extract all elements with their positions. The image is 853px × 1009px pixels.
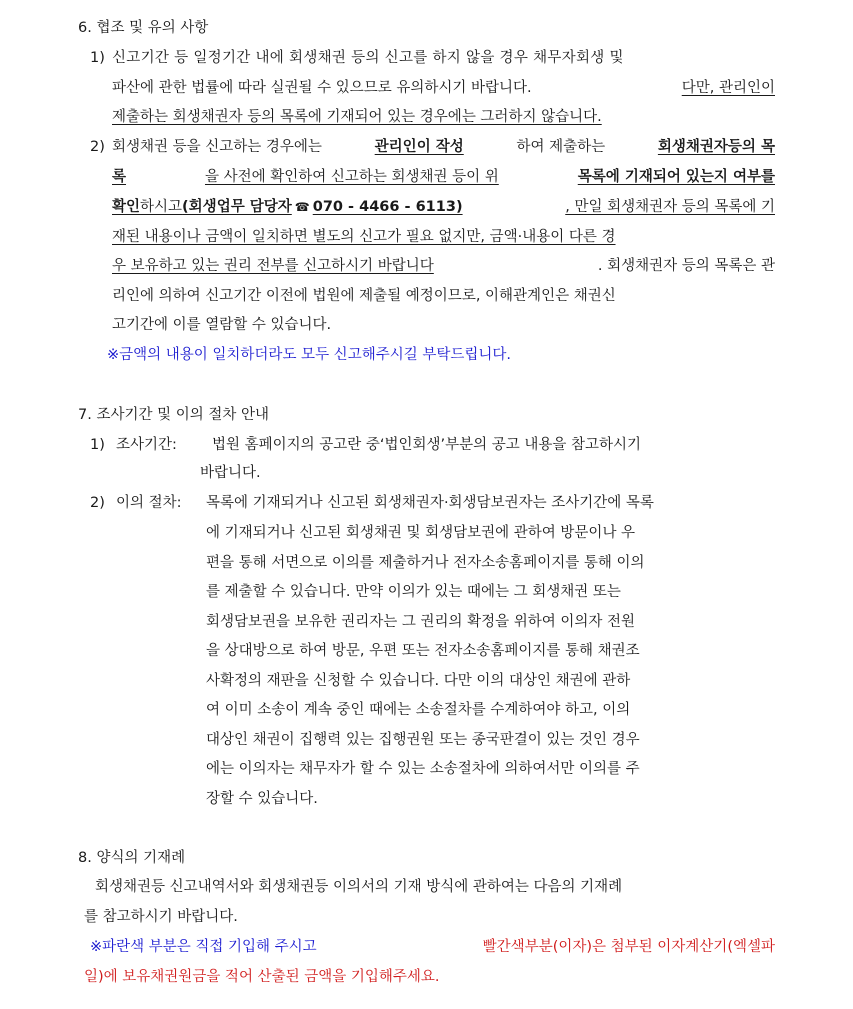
section-7-heading: 7. 조사기간 및 이의 절차 안내 (78, 407, 269, 423)
paragraph-line: 회생채권등 신고내역서와 회생채권등 이의서의 기재 방식에 관하여는 다음의 기재례 (95, 879, 623, 895)
note-red: 일)에 보유채권원금을 적어 산출된 금액을 기입해주세요. (84, 969, 440, 985)
paragraph-line: 신고기간 등 일정기간 내에 회생채권 등의 신고를 하지 않을 경우 채무자회생 및 (112, 50, 624, 66)
paragraph-line: 에 기재되거나 신고된 회생채권 및 회생담보권에 관하여 방문이나 우 (206, 525, 636, 541)
paragraph-line: 대상인 채권이 집행력 있는 집행권원 또는 종국판결이 있는 것인 경우 (206, 732, 640, 748)
paragraph-line-underlined: 제출하는 회생채권자 등의 목록에 기재되어 있는 경우에는 그러하지 않습니다. (112, 109, 602, 125)
paragraph-line: 회생채권 등을 신고하는 경우에는 관리인이 작성 하여 제출하는 회생채권자등의 목 (112, 139, 775, 155)
paragraph-line: 록 을 사전에 확인하여 신고하는 회생채권 등이 위 목록에 기재되어 있는지 여부를 (112, 169, 775, 185)
item-number: 1) (90, 50, 105, 66)
section-8-heading: 8. 양식의 기재례 (78, 850, 186, 866)
paragraph-line: 사확정의 재판을 신청할 수 있습니다. 다만 이의 대상인 채권에 관하 (206, 673, 631, 689)
paragraph-line: 고기간에 이를 열람할 수 있습니다. (112, 317, 332, 333)
note-blue: ※금액의 내용이 일치하더라도 모두 신고해주시길 부탁드립니다. (107, 347, 511, 363)
item-label: 이의 절차: (116, 495, 182, 511)
paragraph-line: 목록에 기재되거나 신고된 회생채권자·회생담보권자는 조사기간에 목록 (206, 495, 654, 511)
note-blue: ※파란색 부분은 직접 기입해 주시고 (90, 939, 317, 955)
paragraph-line: 법원 홈페이지의 공고란 중‘법인회생’부분의 공고 내용을 참고하시기 (212, 437, 642, 453)
section-6-heading: 6. 협조 및 유의 사항 (78, 20, 209, 36)
paragraph-line: 편을 통해 서면으로 이의를 제출하거나 전자소송홈페이지를 통해 이의 (206, 555, 645, 571)
paragraph-line: 확인하시고(회생업무 담당자 ☎ 070 - 4466 - 6113) , 만일 회생채권자 등의 목록에 기 (112, 199, 775, 215)
paragraph-line: 을 상대방으로 하여 방문, 우편 또는 전자소송홈페이지를 통해 채권조 (206, 643, 640, 659)
note-line (90, 937, 775, 957)
item-number: 1) (90, 437, 105, 453)
paragraph-line: 를 제출할 수 있습니다. 만약 이의가 있는 때에는 그 회생채권 또는 (206, 584, 621, 600)
paragraph-line-underlined: 재된 내용이나 금액이 일치하면 별도의 신고가 필요 없지만, 금액·내용이 다른 경 (112, 229, 616, 245)
paragraph-line: 여 이미 소송이 계속 중인 때에는 소송절차를 수계하여야 하고, 이의 (206, 702, 631, 718)
paragraph-line: 리인에 의하여 신고기간 이전에 법원에 제출될 예정이므로, 이해관계인은 채권신 (112, 288, 616, 304)
paragraph-line: 장할 수 있습니다. (206, 791, 318, 807)
paragraph-line: 바랍니다. (200, 465, 261, 481)
note-red: 빨간색부분(이자)은 첨부된 이자계산기(엑셀파 (482, 939, 775, 955)
telephone-icon: ☎ (294, 200, 310, 214)
paragraph-line: 회생담보권을 보유한 권리자는 그 권리의 확정을 위하여 이의자 전원 (206, 614, 636, 630)
item-number: 2) (90, 495, 105, 511)
paragraph-line: 우 보유하고 있는 권리 전부를 신고하시기 바랍니다 . 회생채권자 등의 목록은 관 (112, 258, 775, 274)
item-label: 조사기간: (116, 437, 177, 453)
paragraph-line: 를 참고하시기 바랍니다. (84, 909, 238, 925)
item-number: 2) (90, 139, 105, 155)
paragraph-line: 에는 이의자는 채무자가 할 수 있는 소송절차에 의하여서만 이의를 주 (206, 761, 640, 777)
paragraph-line: 파산에 관한 법률에 따라 실권될 수 있으므로 유의하시기 바랍니다. 다만, 관리인이 (112, 80, 775, 96)
